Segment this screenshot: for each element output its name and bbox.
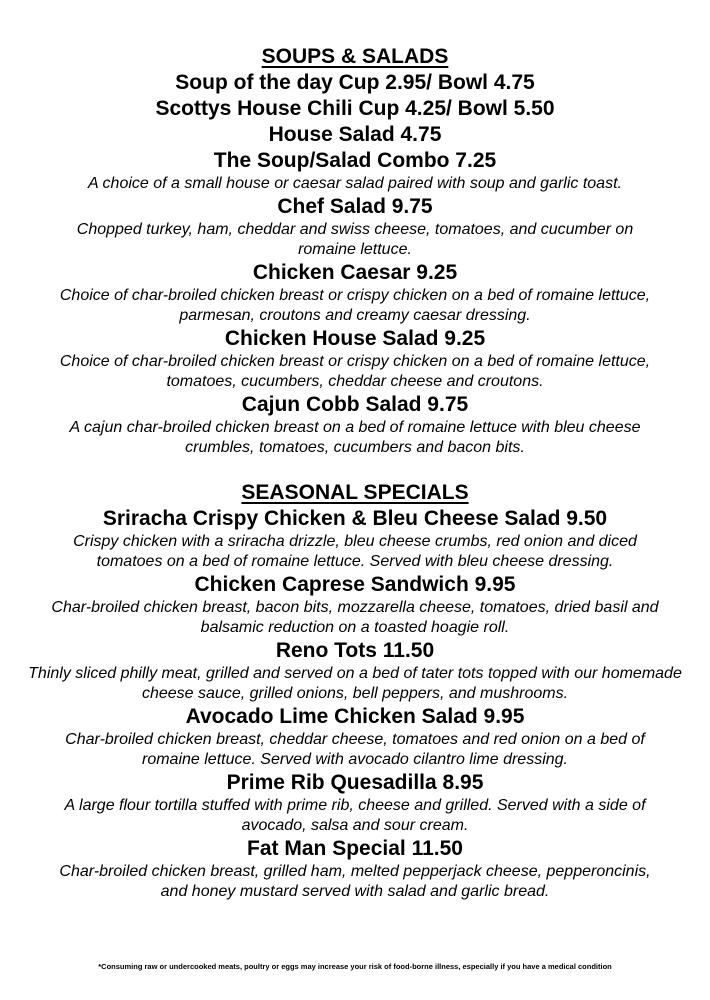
menu-item <box>0 194 710 260</box>
menu-page <box>0 44 710 902</box>
item-title: Prime Rib Quesadilla 8.95 <box>226 771 484 794</box>
section-soups-salads <box>0 44 710 458</box>
menu-item <box>0 506 710 572</box>
menu-item <box>0 122 710 148</box>
item-title: Scottys House Chili Cup 4.25/ Bowl 5.50 <box>155 97 555 120</box>
item-title: House Salad 4.75 <box>268 123 442 146</box>
menu-item <box>0 638 710 704</box>
menu-item <box>0 70 710 96</box>
item-description: A cajun char-broiled chicken breast on a bed of romaine lettuce with bleu cheese crumbles, tomatoes, cucumbers and bacon bits. <box>69 419 641 456</box>
menu-item <box>0 326 710 392</box>
item-description: Thinly sliced philly meat, grilled and served on a bed of tater tots topped with our homemade cheese sauce, grilled onions, bell peppers, and mushrooms. <box>28 665 682 702</box>
item-title: Cajun Cobb Salad 9.75 <box>241 393 469 416</box>
item-title: Reno Tots 11.50 <box>275 639 435 662</box>
item-title: Chicken Caesar 9.25 <box>252 261 458 284</box>
item-description: Char-broiled chicken breast, cheddar cheese, tomatoes and red onion on a bed of romaine lettuce. Served with avocado cilantro lime dressing. <box>65 731 645 768</box>
item-title: Chicken Caprese Sandwich 9.95 <box>194 573 516 596</box>
item-description: A choice of a small house or caesar salad paired with soup and garlic toast. <box>88 175 622 192</box>
item-title: Sriracha Crispy Chicken & Bleu Cheese Salad 9.50 <box>102 507 608 530</box>
menu-item <box>0 572 710 638</box>
menu-item <box>0 704 710 770</box>
section-title: SOUPS & SALADS <box>261 45 449 68</box>
item-title: Avocado Lime Chicken Salad 9.95 <box>185 705 525 728</box>
menu-item <box>0 260 710 326</box>
item-title: Fat Man Special 11.50 <box>247 837 463 860</box>
item-title: The Soup/Salad Combo 7.25 <box>213 149 497 172</box>
item-description: Chopped turkey, ham, cheddar and swiss cheese, tomatoes, and cucumber on romaine lettuce. <box>76 221 634 258</box>
item-title: Chicken House Salad 9.25 <box>224 327 486 350</box>
section-title: SEASONAL SPECIALS <box>241 481 469 504</box>
item-description: Char-broiled chicken breast, grilled ham, melted pepperjack cheese, pepperoncinis, and honey mustard served with salad and garlic bread. <box>59 863 651 900</box>
menu-item <box>0 770 710 836</box>
item-description: Crispy chicken with a sriracha drizzle, bleu cheese crumbs, red onion and diced tomatoes on a bed of romaine lettuce. Served with bleu cheese dressing. <box>73 533 637 570</box>
menu-item <box>0 96 710 122</box>
menu-item <box>0 392 710 458</box>
item-title: Soup of the day Cup 2.95/ Bowl 4.75 <box>175 71 535 94</box>
item-description: A large flour tortilla stuffed with prime rib, cheese and grilled. Served with a side of avocado, salsa and sour cream. <box>64 797 646 834</box>
item-title: Chef Salad 9.75 <box>277 195 433 218</box>
food-safety-footnote: *Consuming raw or undercooked meats, poultry or eggs may increase your risk of food-borne illness, especially if you have a medical condition <box>98 962 612 971</box>
menu-item <box>0 836 710 902</box>
item-description: Choice of char-broiled chicken breast or crispy chicken on a bed of romaine lettuce, tomatoes, cucumbers, cheddar cheese and croutons. <box>59 353 651 390</box>
section-seasonal-specials <box>0 480 710 902</box>
menu-item <box>0 148 710 194</box>
item-description: Char-broiled chicken breast, bacon bits, mozzarella cheese, tomatoes, dried basil and balsamic reduction on a toasted hoagie roll. <box>51 599 659 636</box>
item-description: Choice of char-broiled chicken breast or crispy chicken on a bed of romaine lettuce, parmesan, croutons and creamy caesar dressing. <box>59 287 651 324</box>
